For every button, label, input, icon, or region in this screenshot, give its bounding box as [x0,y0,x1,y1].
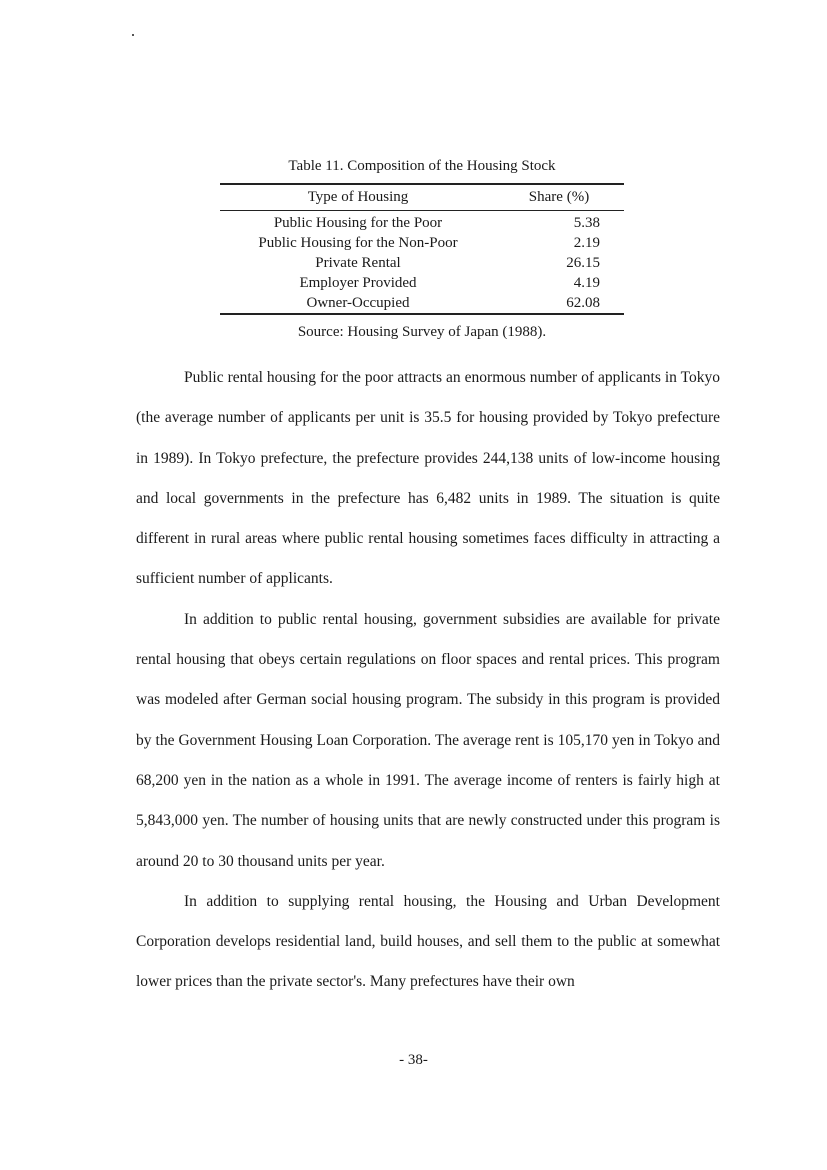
row-share: 5.38 [573,215,600,231]
table-row [220,273,624,293]
row-share: 62.08 [566,295,600,311]
row-housing-type: Owner-Occupied [306,295,410,311]
paragraph: In addition to supplying rental housing, the Housing and Urban Development Corporation develops residential land, build houses, and sell them to the public at somewhat lower prices than the private sector's. Many prefectures have their own [136,892,720,991]
table-header-rule [220,210,624,211]
row-share: 4.19 [573,275,600,291]
table-bottom-rule [220,313,624,315]
table-caption: Table 11. Composition of the Housing Stock [288,158,556,174]
scan-speck [132,34,134,36]
table-row [220,293,624,313]
table-top-rule [220,183,624,185]
paragraph: In addition to public rental housing, government subsidies are available for private rental housing that obeys certain regulations on floor spaces and rental prices. This program was modeled after German social housing program. The subsidy in this program is provided by the Government Housing Loan Corporation. The average rent is 105,170 yen in Tokyo and 68,200 yen in the nation as a whole in 1991. The average income of renters is fairly high at 5,843,000 yen. The number of housing units that are newly constructed under this program is around 20 to 30 thousand units per year. [136,610,720,870]
header-share: Share (%) [528,189,590,205]
row-share: 2.19 [573,235,600,251]
row-housing-type: Public Housing for the Poor [273,215,443,231]
row-share: 26.15 [566,255,600,271]
table-row [220,233,624,253]
table-row [220,253,624,273]
table-body [220,213,624,313]
table-source-note: Source: Housing Survey of Japan (1988). [297,324,547,340]
row-housing-type: Public Housing for the Non-Poor [258,235,458,251]
table-header [220,187,624,207]
row-housing-type: Employer Provided [299,275,417,291]
row-housing-type: Private Rental [315,255,401,271]
header-type-of-housing: Type of Housing [307,189,409,205]
paragraph: Public rental housing for the poor attracts an enormous number of applicants in Tokyo (the average number of applicants per unit is 35.5 for housing provided by Tokyo prefecture in 1989). In Tokyo prefecture, the prefecture provides 244,138 units of low-income housing and local governments in the prefecture has 6,482 units in 1989. The situation is quite different in rural areas where public rental housing sometimes faces difficulty in attracting a sufficient number of applicants. [136,369,720,588]
table-row [220,213,624,233]
body-text [136,358,720,1003]
page-number: - 38- [399,1052,428,1068]
